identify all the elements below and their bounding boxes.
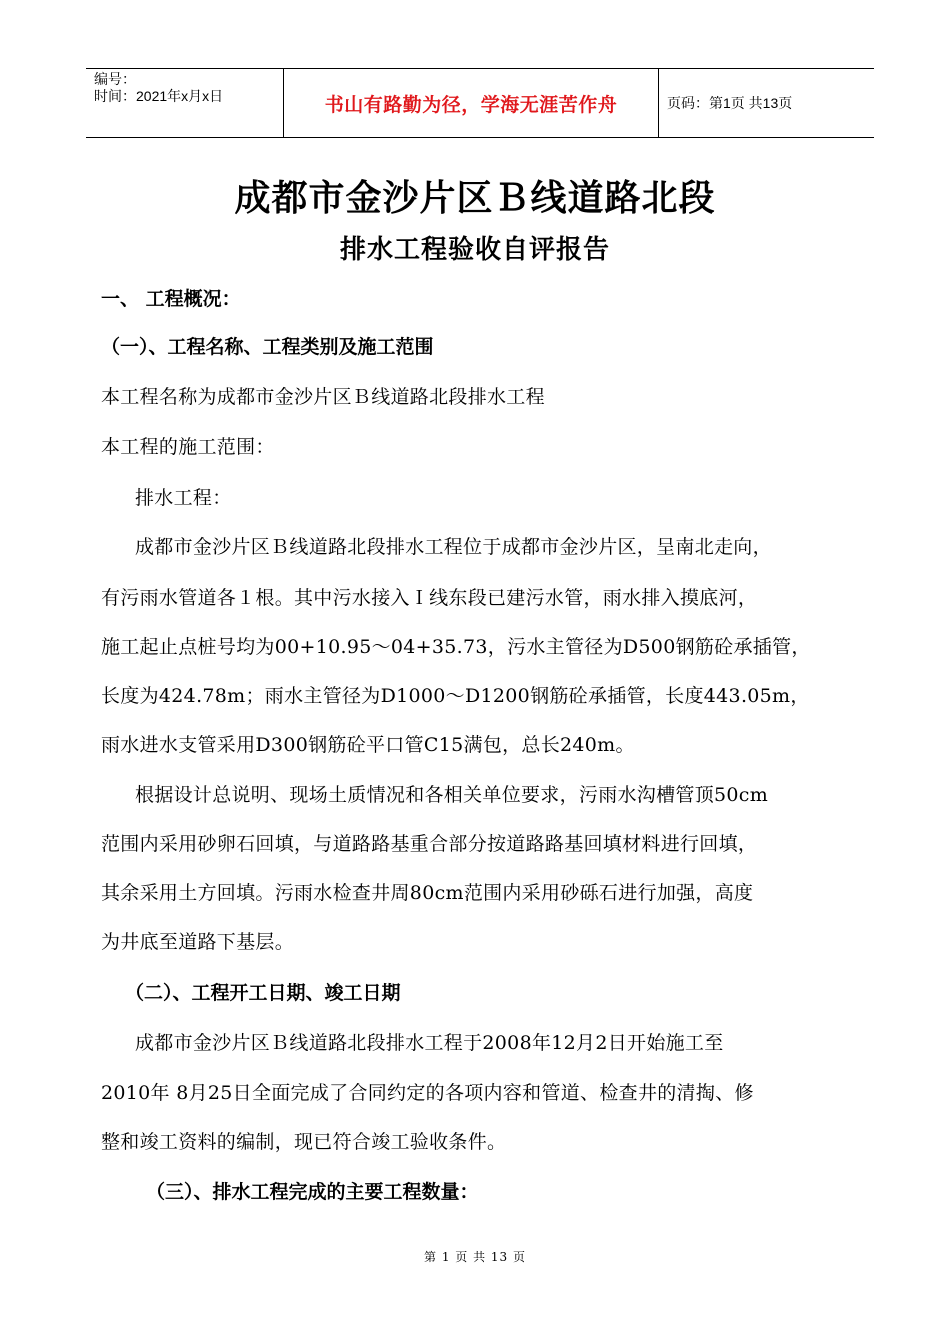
time-label: 时间：2021年x月x日: [94, 88, 224, 104]
paragraph-line: 本工程的施工范围：: [101, 436, 275, 458]
paragraph-line: 成都市金沙片区Ｂ线道路北段排水工程位于成都市金沙片区，呈南北走向，: [135, 536, 772, 558]
document-title: 成都市金沙片区Ｂ线道路北段: [234, 178, 716, 219]
header-page-info: 页码：第1页 共13页: [667, 95, 793, 111]
page-header-table: [86, 68, 874, 138]
paragraph-line: 2010年 8月25日全面完成了合同约定的各项内容和管道、检查井的清掏、修: [101, 1082, 754, 1104]
paragraph-line: 整和竣工资料的编制，现已符合竣工验收条件。: [101, 1131, 507, 1153]
header-motto: 书山有路勤为径，学海无涯苦作舟: [284, 69, 659, 137]
section-heading-1: 一、 工程概况：: [101, 288, 241, 310]
subsection-heading-3: （三）、排水工程完成的主要工程数量：: [146, 1181, 479, 1203]
paragraph-line: 长度为424.78m；雨水主管径为D1000～D1200钢筋砼承插管，长度443.05m，: [101, 685, 810, 707]
paragraph-line: 范围内采用砂卵石回填，与道路路基重合部分按道路路基回填材料进行回填，: [101, 833, 758, 855]
paragraph-line: 施工起止点桩号均为00+10.95～04+35.73，污水主管径为D500钢筋砼承插管，: [101, 636, 811, 658]
subsection-heading-2: （二）、工程开工日期、竣工日期: [125, 982, 401, 1004]
paragraph-line: 为井底至道路下基层。: [101, 931, 295, 953]
paragraph-line: 成都市金沙片区Ｂ线道路北段排水工程于2008年12月2日开始施工至: [135, 1032, 724, 1054]
paragraph-line: 本工程名称为成都市金沙片区Ｂ线道路北段排水工程: [101, 386, 545, 408]
paragraph-line: 排水工程：: [135, 487, 232, 509]
document-subtitle: 排水工程验收自评报告: [339, 235, 610, 265]
paragraph-line: 其余采用土方回填。污雨水检查井周80cm范围内采用砂砾石进行加强，高度: [101, 882, 754, 904]
header-meta-cell: [86, 69, 284, 137]
paragraph-line: 有污雨水管道各１根。其中污水接入Ｉ线东段已建污水管，雨水排入摸底河，: [101, 587, 758, 609]
paragraph-line: 根据设计总说明、现场土质情况和各相关单位要求，污雨水沟槽管顶50cm: [135, 784, 769, 806]
page-footer: 第 1 页 共 13 页: [424, 1250, 526, 1264]
paragraph-line: 雨水进水支管采用D300钢筋砼平口管C15满包，总长240m。: [101, 734, 635, 756]
number-label: 编号：: [94, 71, 136, 87]
subsection-heading-1: （一）、工程名称、工程类别及施工范围: [101, 336, 434, 358]
